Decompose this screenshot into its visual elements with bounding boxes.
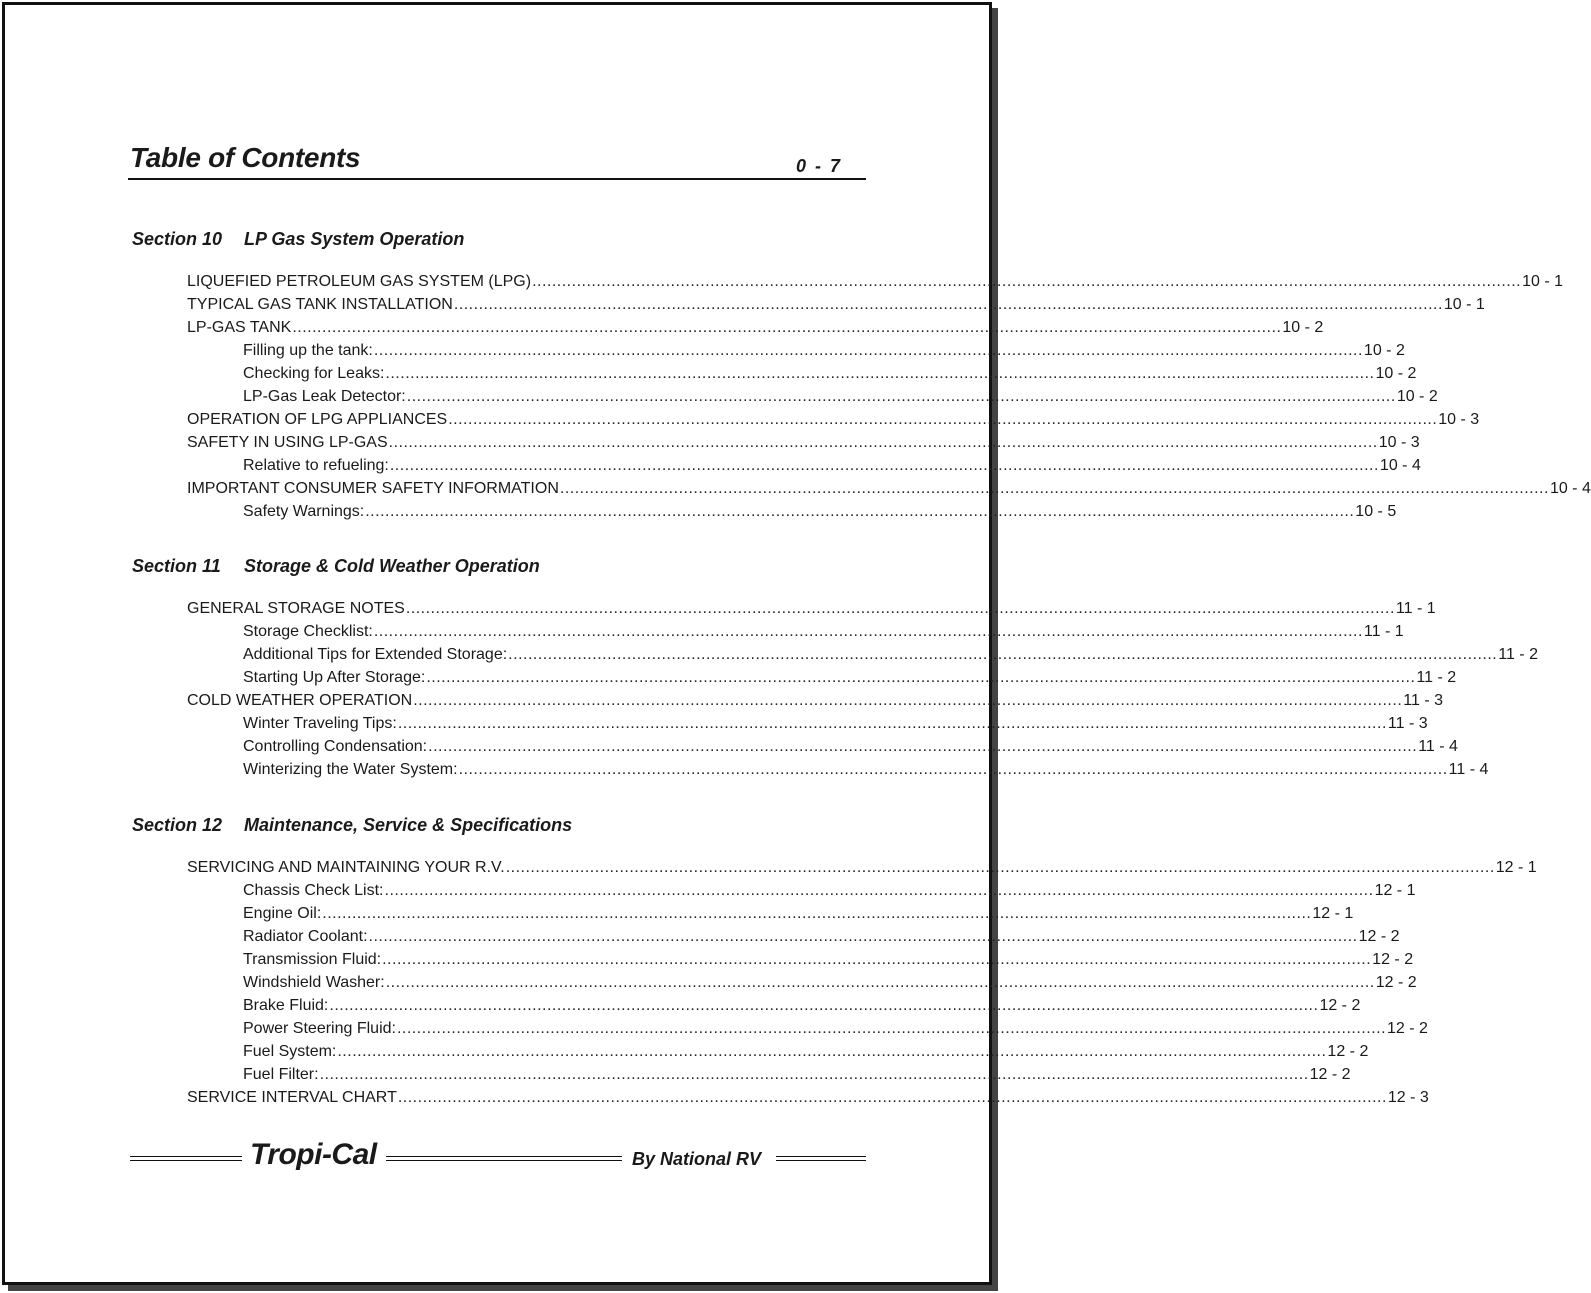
toc-entry-label: Safety Warnings: (243, 503, 365, 520)
toc-entry[interactable] (243, 879, 1416, 902)
dot-leader: ........................................................................................................................................................................................................ (319, 1066, 1309, 1083)
toc-entry-label: Radiator Coolant: (243, 928, 368, 945)
toc-entry[interactable] (243, 1017, 1428, 1040)
toc-entry-label: SAFETY IN USING LP-GAS (187, 434, 388, 451)
dot-leader: ........................................................................................................................................................................................................ (453, 296, 1443, 313)
toc-entry[interactable] (243, 362, 1417, 385)
toc-entry[interactable] (243, 758, 1489, 781)
toc-entry-label: TYPICAL GAS TANK INSTALLATION (187, 296, 453, 313)
toc-entry-label: SERVICE INTERVAL CHART (187, 1089, 397, 1106)
section-number: Section 10 (132, 229, 223, 249)
toc-entry-page: 10 - 1 (1522, 273, 1564, 290)
toc-entry-label: Starting Up After Storage: (243, 669, 426, 686)
toc-entry-page: 12 - 3 (1387, 1089, 1429, 1106)
toc-entry-page: 12 - 2 (1372, 951, 1414, 968)
toc-entry-label: Power Steering Fluid: (243, 1020, 396, 1037)
toc-entry[interactable] (243, 666, 1457, 689)
dot-leader: ........................................................................................................................................................................................................ (384, 882, 1374, 899)
toc-entry-page: 12 - 1 (1312, 905, 1354, 922)
section-heading (132, 229, 464, 253)
toc-entry-page: 10 - 2 (1363, 342, 1405, 359)
toc-entry[interactable] (187, 316, 1324, 339)
section-number: Section 11 (132, 556, 221, 576)
toc-entry-label: Fuel System: (243, 1043, 337, 1060)
toc-entry-label: GENERAL STORAGE NOTES (187, 600, 405, 617)
toc-entry-page: 12 - 2 (1387, 1020, 1428, 1037)
dot-leader: ........................................................................................................................................................................................................ (385, 974, 1375, 991)
title-rule (128, 178, 866, 180)
dot-leader: ........................................................................................................................................................................................................ (505, 859, 1495, 876)
dot-leader: ........................................................................................................................................................................................................ (322, 905, 1312, 922)
toc-entry-page: 10 - 2 (1396, 388, 1438, 405)
toc-entry-page: 12 - 2 (1309, 1066, 1351, 1083)
toc-entry-label: LP-Gas Leak Detector: (243, 388, 406, 405)
toc-entry-page: 10 - 2 (1282, 319, 1324, 336)
footer-rule-left (130, 1156, 242, 1161)
toc-entry[interactable] (187, 431, 1420, 454)
toc-entry[interactable] (243, 385, 1438, 408)
toc-entry[interactable] (187, 689, 1443, 712)
dot-leader: ........................................................................................................................................................................................................ (373, 623, 1363, 640)
dot-leader: ........................................................................................................................................................................................................ (329, 997, 1319, 1014)
footer-rule-right (776, 1156, 866, 1161)
toc-entry-page: 11 - 4 (1418, 738, 1458, 755)
toc-entry-page: 12 - 1 (1374, 882, 1416, 899)
toc-entry[interactable] (243, 735, 1458, 758)
toc-entry-page: 12 - 2 (1327, 1043, 1369, 1060)
dot-leader: ........................................................................................................................................................................................................ (397, 1089, 1387, 1106)
toc-entry-page: 10 - 2 (1375, 365, 1417, 382)
toc-entry-label: COLD WEATHER OPERATION (187, 692, 413, 709)
dot-leader: ........................................................................................................................................................................................................ (448, 411, 1438, 428)
toc-entry[interactable] (187, 477, 1591, 500)
toc-entry-page: 10 - 3 (1438, 411, 1480, 428)
dot-leader: ........................................................................................................................................................................................................ (413, 692, 1403, 709)
toc-entry[interactable] (243, 643, 1538, 666)
toc-entry-label: Engine Oil: (243, 905, 322, 922)
dot-leader: ........................................................................................................................................................................................................ (397, 715, 1387, 732)
toc-entry[interactable] (243, 1063, 1351, 1086)
toc-entry[interactable] (187, 293, 1485, 316)
dot-leader: ........................................................................................................................................................................................................ (382, 951, 1372, 968)
section-title: Maintenance, Service & Specifications (244, 815, 573, 835)
dot-leader: ........................................................................................................................................................................................................ (428, 738, 1418, 755)
dot-leader: ........................................................................................................................................................................................................ (365, 503, 1355, 520)
toc-entry[interactable] (243, 948, 1414, 971)
toc-entry-label: OPERATION OF LPG APPLIANCES (187, 411, 448, 428)
dot-leader: ........................................................................................................................................................................................................ (426, 669, 1416, 686)
toc-entry-page: 10 - 4 (1549, 480, 1591, 497)
footer-rule-middle (386, 1156, 622, 1161)
toc-entry[interactable] (243, 1040, 1369, 1063)
toc-entry-label: Relative to refueling: (243, 457, 389, 474)
toc-entry[interactable] (243, 712, 1428, 735)
toc-entry-label: LIQUEFIED PETROLEUM GAS SYSTEM (LPG) (187, 273, 532, 290)
toc-entry-page: 10 - 3 (1378, 434, 1420, 451)
dot-leader: ........................................................................................................................................................................................................ (368, 928, 1358, 945)
toc-entry-page: 11 - 2 (1416, 669, 1457, 686)
dot-leader: ........................................................................................................................................................................................................ (373, 342, 1363, 359)
dot-leader: ........................................................................................................................................................................................................ (388, 434, 1378, 451)
toc-entry-page: 11 - 3 (1387, 715, 1428, 732)
toc-entry-label: Brake Fluid: (243, 997, 329, 1014)
section-heading (132, 815, 572, 839)
footer-byline: By National RV (632, 1149, 762, 1169)
toc-entry[interactable] (243, 925, 1400, 948)
toc-entry-label: Storage Checklist: (243, 623, 373, 640)
dot-leader: ........................................................................................................................................................................................................ (385, 365, 1375, 382)
toc-entry[interactable] (243, 971, 1417, 994)
toc-entry-page: 12 - 1 (1495, 859, 1537, 876)
section-title: LP Gas System Operation (244, 229, 465, 249)
toc-entry-label: Filling up the tank: (243, 342, 373, 359)
toc-entry-page: 11 - 1 (1363, 623, 1404, 640)
page-title: Table of Contents (130, 142, 361, 173)
toc-entry[interactable] (243, 339, 1405, 362)
toc-entry-label: Additional Tips for Extended Storage: (243, 646, 508, 663)
dot-leader: ........................................................................................................................................................................................................ (337, 1043, 1327, 1060)
toc-entry[interactable] (243, 500, 1397, 523)
toc-entry-page: 11 - 4 (1448, 761, 1489, 778)
toc-entry[interactable] (243, 620, 1404, 643)
section-title: Storage & Cold Weather Operation (244, 556, 540, 576)
dot-leader: ........................................................................................................................................................................................................ (508, 646, 1498, 663)
toc-entry-label: Checking for Leaks: (243, 365, 385, 382)
toc-entry[interactable] (243, 994, 1361, 1017)
toc-entry-page: 10 - 5 (1355, 503, 1397, 520)
toc-entry-label: Windshield Washer: (243, 974, 385, 991)
toc-entry-label: LP-GAS TANK (187, 319, 292, 336)
toc-entry-label: Winter Traveling Tips: (243, 715, 397, 732)
dot-leader: ........................................................................................................................................................................................................ (396, 1020, 1387, 1037)
dot-leader: ........................................................................................................................................................................................................ (405, 600, 1395, 617)
page-shadow-bottom (8, 1285, 998, 1291)
dot-leader: ........................................................................................................................................................................................................ (532, 273, 1522, 290)
toc-entry-label: Winterizing the Water System: (243, 761, 458, 778)
toc-entry-label: SERVICING AND MAINTAINING YOUR R.V. (187, 859, 505, 876)
toc-entry[interactable] (243, 902, 1354, 925)
section-number: Section 12 (132, 815, 223, 835)
toc-entry-label: Transmission Fluid: (243, 951, 382, 968)
brand-logo-text: Tropi-Cal (250, 1138, 377, 1171)
toc-entry-label: Controlling Condensation: (243, 738, 428, 755)
dot-leader: ........................................................................................................................................................................................................ (292, 319, 1282, 336)
toc-entry-page: 11 - 2 (1498, 646, 1538, 663)
dot-leader: ........................................................................................................................................................................................................ (559, 480, 1549, 497)
toc-entry[interactable] (187, 1086, 1429, 1109)
toc-entry-label: IMPORTANT CONSUMER SAFETY INFORMATION (187, 480, 559, 497)
dot-leader: ........................................................................................................................................................................................................ (406, 388, 1396, 405)
dot-leader: ........................................................................................................................................................................................................ (458, 761, 1448, 778)
toc-entry-page: 11 - 3 (1403, 692, 1443, 709)
toc-entry-page: 11 - 1 (1395, 600, 1436, 617)
toc-entry-page: 12 - 2 (1319, 997, 1361, 1014)
toc-entry-page: 10 - 1 (1443, 296, 1485, 313)
toc-entry-label: Chassis Check List: (243, 882, 384, 899)
toc-entry-page: 12 - 2 (1375, 974, 1417, 991)
toc-entry[interactable] (187, 856, 1537, 879)
toc-entry[interactable] (187, 408, 1480, 431)
dot-leader: ........................................................................................................................................................................................................ (389, 457, 1379, 474)
toc-entry[interactable] (187, 270, 1564, 293)
toc-entry-page: 10 - 4 (1379, 457, 1421, 474)
section-heading (132, 556, 540, 580)
toc-entry-page: 12 - 2 (1358, 928, 1400, 945)
toc-entry[interactable] (243, 454, 1421, 477)
toc-entry[interactable] (187, 597, 1436, 620)
toc-entry-label: Fuel Filter: (243, 1066, 319, 1083)
page-number: 0 - 7 (796, 156, 843, 176)
